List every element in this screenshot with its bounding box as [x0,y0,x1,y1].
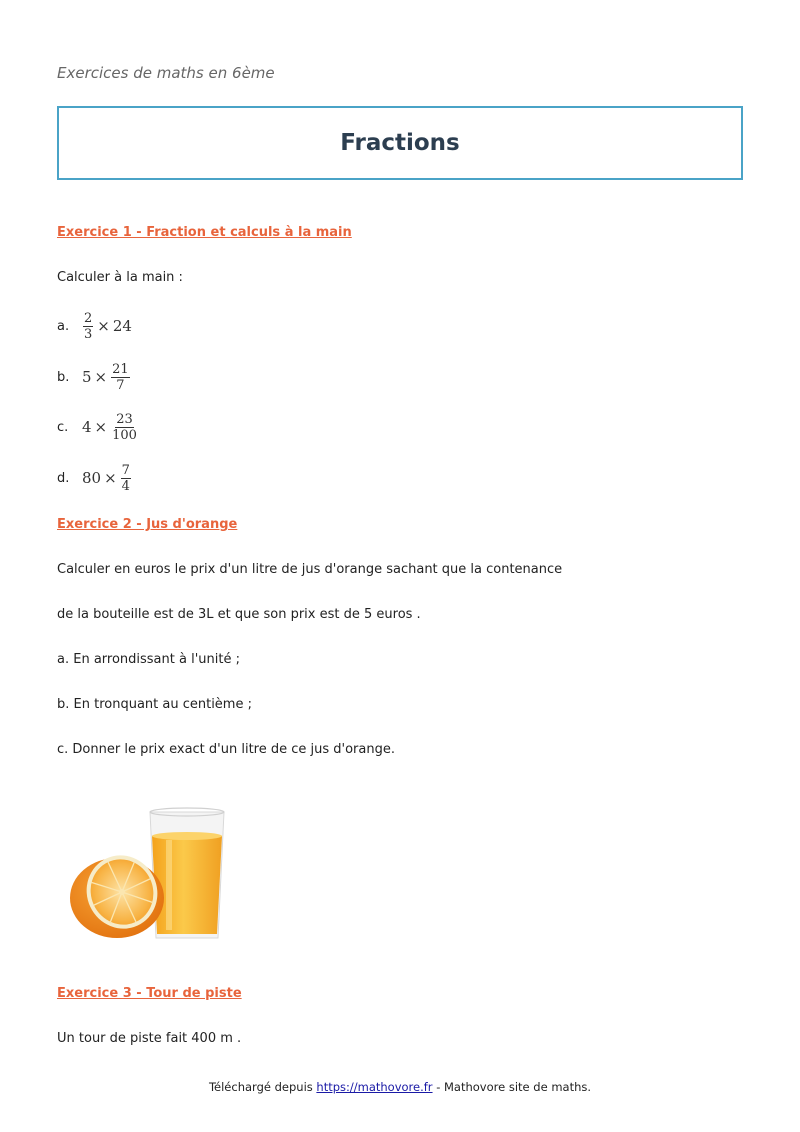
exercise-3-line-1: Un tour de piste fait 400 m . [57,1031,242,1046]
item-label: d. [57,470,70,486]
page-subtitle: Exercices de maths en 6ème [57,64,275,82]
footer-link[interactable]: https://mathovore.fr [316,1080,433,1094]
fraction-denominator: 7 [116,377,125,393]
orange-juice-image [62,800,262,950]
page-title: Fractions [340,130,460,156]
integer-operand: 5 [82,368,92,386]
exercise-1-item-a [57,308,132,344]
exercise-2-question-a: a. En arrondissant à l'unité ; [57,652,240,667]
exercise-1-item-d [57,460,132,496]
integer-operand: 24 [112,317,132,335]
multiply-sign: × [104,469,117,487]
exercise-1-title: Exercice 1 - Fraction et calculs à la main [57,225,352,240]
integer-operand: 4 [82,418,92,436]
fraction-numerator: 21 [112,361,129,377]
fraction-denominator: 4 [121,478,130,494]
fraction-numerator: 2 [84,310,93,326]
multiply-sign: × [94,418,108,436]
fraction [83,312,93,341]
exercise-2-question-c: c. Donner le prix exact d'un litre de ce jus d'orange. [57,742,395,757]
page-footer [0,1080,800,1094]
math-expression [82,464,132,493]
exercise-2-question-b: b. En tronquant au centième ; [57,697,252,712]
item-label: b. [57,369,70,385]
integer-operand: 80 [82,469,102,487]
exercise-2-line-1: Calculer en euros le prix d'un litre de jus d'orange sachant que la contenance [57,562,563,577]
fraction [111,363,130,392]
exercise-1-intro: Calculer à la main : [57,270,183,285]
exercise-2-line-2: de la bouteille est de 3L et que son prix est de 5 euros . [57,607,421,622]
footer-suffix: - Mathovore site de maths. [432,1080,592,1094]
fraction [121,464,131,493]
fraction-denominator: 3 [84,326,93,342]
math-expression [82,312,132,341]
exercise-3-title: Exercice 3 - Tour de piste [57,986,242,1001]
item-label: c. [57,419,69,435]
fraction [111,413,138,442]
title-box [57,106,743,180]
fraction-numerator: 7 [121,462,130,478]
multiply-sign: × [97,317,110,335]
math-expression [82,413,139,442]
multiply-sign: × [94,368,108,386]
footer-prefix: Téléchargé depuis [208,1080,317,1094]
fraction-numerator: 23 [116,411,133,427]
exercise-1-item-b [57,359,131,395]
item-label: a. [57,318,70,334]
exercise-2-title: Exercice 2 - Jus d'orange [57,517,238,532]
fraction-denominator: 100 [112,427,137,443]
math-expression [82,363,131,392]
exercise-1-item-c [57,409,139,445]
